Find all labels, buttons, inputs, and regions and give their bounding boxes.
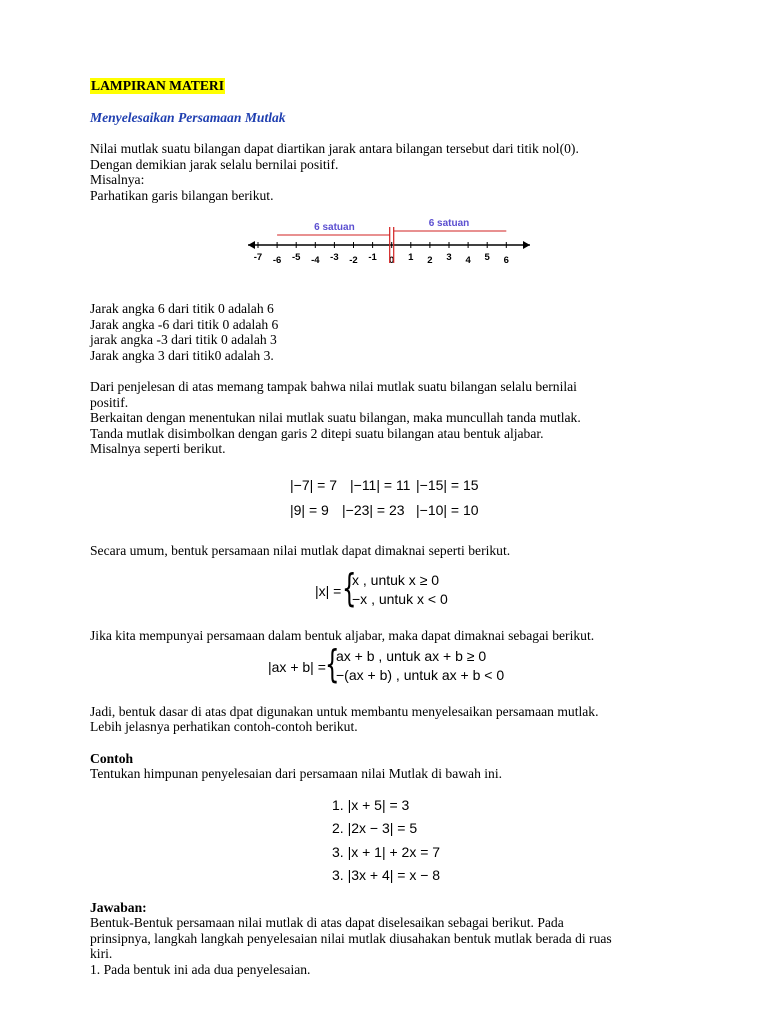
abs-definition bbox=[90, 566, 690, 612]
abs-example: |−15| = 15 bbox=[416, 476, 479, 493]
section-subtitle: Menyelesaikan Persamaan Mutlak bbox=[90, 109, 286, 125]
tick-label: -5 bbox=[291, 252, 301, 263]
text-line: Bentuk-Bentuk persamaan nilai mutlak di atas dapat diselesaikan sebagai berikut. Pada bbox=[90, 915, 564, 930]
tick-label: 2 bbox=[427, 255, 433, 266]
abs-example: |−23| = 23 bbox=[342, 501, 405, 518]
tick-label: 3 bbox=[446, 252, 452, 263]
text-line: prinsipnya, langkah langkah penyelesaian nilai mutlak diusahakan bentuk mutlak berada di ruas bbox=[90, 930, 612, 946]
text-line: Misalnya seperti berikut. bbox=[90, 441, 226, 456]
distance-label: 6 satuan bbox=[428, 218, 470, 229]
text-line: Jarak angka -6 dari titik 0 adalah 6 bbox=[90, 316, 279, 332]
tick-label: -1 bbox=[368, 252, 377, 263]
text-line: Tanda mutlak disimbolkan dengan garis 2 ditepi suatu bilangan atau bentuk aljabar. bbox=[90, 425, 544, 441]
brace-symbol: { bbox=[325, 641, 340, 686]
tick-label: 5 bbox=[484, 252, 490, 263]
abs-example: |−10| = 10 bbox=[416, 501, 479, 518]
text-line: Tentukan himpunan penyelesaian dari persamaan nilai Mutlak di bawah ini. bbox=[90, 766, 503, 781]
tick-label: -6 bbox=[272, 255, 282, 266]
definition-case: −x , untuk x < 0 bbox=[352, 591, 448, 607]
text-line: kiri. bbox=[90, 946, 113, 961]
intro-paragraph bbox=[90, 141, 690, 203]
text-line: Secara umum, bentuk persamaan nilai mutlak dapat dimaknai seperti berikut. bbox=[90, 542, 511, 558]
text-line: positif. bbox=[90, 394, 129, 410]
tick-label: -4 bbox=[311, 255, 320, 266]
page-heading: LAMPIRAN MATERI bbox=[91, 78, 225, 93]
tick-label: 0 bbox=[389, 255, 395, 266]
definition-case: −(ax + b) , untuk ax + b < 0 bbox=[336, 666, 505, 683]
text-line: Parhatikan garis bilangan berikut. bbox=[90, 187, 274, 203]
equation: 3. |x + 1| + 2x = 7 bbox=[332, 843, 441, 860]
tick-label: -3 bbox=[330, 252, 339, 263]
distance-list bbox=[90, 301, 690, 363]
algebra-definition bbox=[90, 641, 690, 688]
definition-case: ax + b , untuk ax + b ≥ 0 bbox=[336, 647, 487, 664]
text-line: Dengan demikian jarak selalu bernilai positif. bbox=[90, 156, 339, 172]
text-line: Nilai mutlak suatu bilangan dapat diartikan jarak antara bilangan tersebut dari titik nol(0). bbox=[90, 141, 579, 156]
text-line: Misalnya: bbox=[90, 172, 145, 187]
text-line: Jika kita mempunyai persamaan dalam bentuk aljabar, maka dapat dimaknai sebagai berikut. bbox=[90, 628, 595, 643]
tick-label: 4 bbox=[465, 255, 471, 266]
number-line-figure bbox=[90, 211, 690, 301]
answer-paragraph bbox=[90, 915, 690, 977]
text-line: Jarak angka 6 dari titik 0 adalah 6 bbox=[90, 301, 274, 316]
arrow-right-icon bbox=[523, 241, 530, 249]
answer-heading: Jawaban: bbox=[90, 899, 147, 915]
abs-example: |9| = 9 bbox=[290, 501, 329, 518]
example-equations bbox=[332, 796, 690, 890]
definition-case: x , untuk x ≥ 0 bbox=[352, 572, 440, 588]
abs-example: |−7| = 7 bbox=[290, 476, 337, 493]
abs-example: |−11| = 11 bbox=[350, 476, 411, 493]
brace-symbol: { bbox=[342, 566, 357, 610]
text-line: Dari penjelesan di atas memang tampak bahwa nilai mutlak suatu bilangan selalu bernilai bbox=[90, 379, 577, 394]
tick-label: 6 bbox=[503, 255, 509, 266]
example-heading: Contoh bbox=[90, 750, 134, 766]
explanation-paragraph bbox=[90, 379, 690, 457]
summary-paragraph bbox=[90, 704, 690, 735]
text-line: jarak angka -3 dari titik 0 adalah 3 bbox=[90, 332, 277, 347]
text-line: 1. Pada bentuk ini ada dua penyelesaian. bbox=[90, 961, 311, 977]
definition-lhs: |ax + b| = bbox=[268, 658, 326, 675]
text-line: Jadi, bentuk dasar di atas dpat digunakan untuk membantu menyelesaikan persamaan mutlak. bbox=[90, 703, 599, 719]
distance-label: 6 satuan bbox=[314, 222, 355, 233]
equation: 2. |2x − 3| = 5 bbox=[332, 820, 418, 836]
definition-lhs: |x| = bbox=[315, 583, 342, 599]
arrow-left-icon bbox=[248, 241, 255, 249]
tick-label: 1 bbox=[408, 252, 414, 263]
tick-label: -2 bbox=[349, 255, 358, 266]
abs-value-examples bbox=[290, 469, 690, 529]
text-line: Lebih jelasnya perhatikan contoh-contoh berikut. bbox=[90, 719, 358, 734]
equation: 3. |3x + 4| = x − 8 bbox=[332, 867, 441, 883]
number-line bbox=[240, 217, 540, 287]
text-line: Berkaitan dengan menentukan nilai mutlak suatu bilangan, maka muncullah tanda mutlak. bbox=[90, 410, 581, 425]
tick-label: -7 bbox=[253, 252, 263, 263]
document-page bbox=[90, 78, 690, 977]
equation: 1. |x + 5| = 3 bbox=[332, 796, 410, 813]
text-line: Jarak angka 3 dari titik0 adalah 3. bbox=[90, 347, 274, 363]
